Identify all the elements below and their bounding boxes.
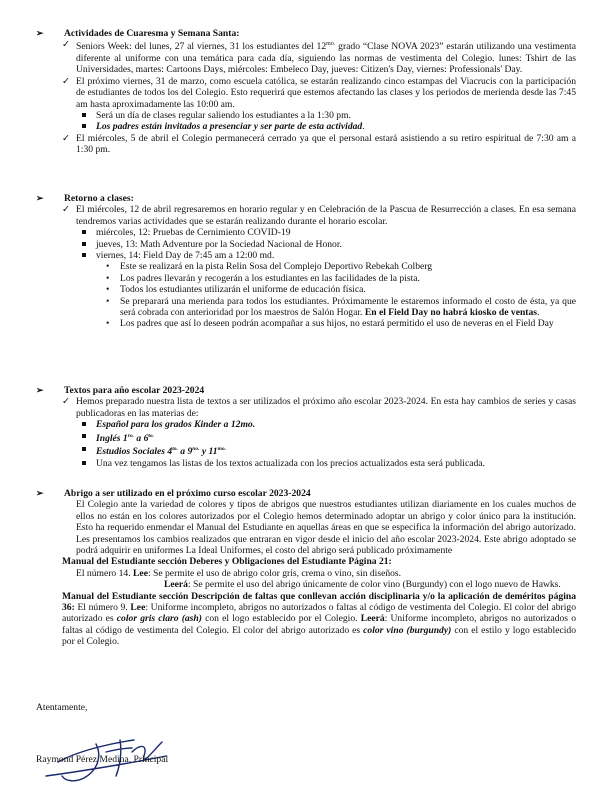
coat-section xyxy=(36,488,576,648)
check-icon: ✓ xyxy=(62,204,71,216)
seniors-week-item: ✓ Seniors Week: del lunes, 27 al viernes, 31 los estudiantes del $12^{mo.}$ grado “Clase NOVA 2023” estarán utilizando una vestimenta diferente al uniforme con una temática para cada día, siguiendo las normas de vestimenta del Colegio. lunes: Tshirt de las Universidades, martes: Cartoons Days, miércoles: Embeleco Day, jueves: Citizen's Day, viernes: Professionals' Day. xyxy=(62,39,576,76)
field-day-bullet: • Todos los estudiantes utilizarán el uniforme de educación física. xyxy=(106,284,366,296)
square-bullet-icon xyxy=(82,230,86,234)
subject-social-studies: Estudios Sociales $4^{to.}$ a $9^{no.}$ y $11^{mo.}$ xyxy=(36,444,576,458)
field-day-bullet: • Se preparará una merienda para todos los estudiantes. Próximamente le estaremos informado el costo de ésta, ya que será cobrada con anterioridad por los maestros de Salón Hogar. En el Field Day no habrá kiosko de ventas. xyxy=(106,295,576,319)
subject-spanish: Español para los grados Kinder a 12mo. xyxy=(36,419,576,430)
field-day-bullet: • Los padres llevarán y recogerán a los estudiantes en las facilidades de la pista. xyxy=(106,272,420,284)
check-icon: ✓ xyxy=(62,396,71,408)
square-bullet-icon xyxy=(82,113,86,117)
return-heading: ➢ Retorno a clases: xyxy=(36,193,134,204)
dot-bullet-icon: • xyxy=(106,272,110,284)
coat-heading: ➢ Abrigo a ser utilizado en el próximo curso escolar 2023-2024 xyxy=(36,488,311,499)
texts-note: Una vez tengamos las listas de los textos actualizada con los precios actualizados esta será publicada. xyxy=(36,458,576,469)
coat-body: El Colegio ante la variedad de colores y tipos de abrigos que nuestros estudiantes utilizan diariamente en los cuales muchos de ellos no están en los colores autorizados por el Colegio hemos determinado adoptar un abrigo y color único para la institución. Esto ha requerido enmendar el Manual del Estudiante en aquellas áreas en que se especifica la información del abrigo autorizado. Les presentamos los cambios realizados que entraran en vigor desde el inicio del año escolar 2023-2024. Este abrigo adoptado se podrá adquirir en uniformes La Ideal Uniformes, el costo del abrigo será publicado próximamente xyxy=(76,499,576,557)
manual-21-lee: El número 14. Lee: Se permite el uso de abrigo color gris, crema o vino, sin diseños. xyxy=(76,567,402,579)
salutation: Atentamente, xyxy=(36,702,88,713)
texts-intro: ✓ Hemos preparado nuestra lista de textos a ser utilizados el próximo año escolar 2023-2024. En esta hay cambios de series y casas publicadoras en las materias de: xyxy=(62,396,576,419)
return-section xyxy=(36,193,576,330)
square-bullet-icon xyxy=(82,242,86,246)
parents-invited-item: Los padres están invitados a presenciar y ser parte de esta actividad. xyxy=(36,121,576,132)
check-icon: ✓ xyxy=(62,39,71,51)
check-icon: ✓ xyxy=(62,132,71,144)
texts-heading: ➢ Textos para año escolar 2023-2024 xyxy=(36,385,205,396)
regular-day-item: Será un día de clases regular saliendo los estudiantes a la 1:30 pm. xyxy=(36,110,576,121)
arrow-bullet-icon: ➢ xyxy=(36,193,44,203)
dot-bullet-icon: • xyxy=(106,295,110,307)
arrow-bullet-icon: ➢ xyxy=(36,488,44,498)
field-day-bullet: • Los padres que así lo deseen podrán acompañar a sus hijos, no estará permitido el uso de neveras en el Field Day xyxy=(106,318,554,330)
wednesday-item: miércoles, 12: Pruebas de Cernimiento COVID-19 xyxy=(36,227,576,238)
square-bullet-icon xyxy=(82,422,86,426)
manual-21-title: Manual del Estudiante sección Deberes y Obligaciones del Estudiante Página 21: xyxy=(62,556,392,568)
dot-bullet-icon: • xyxy=(106,318,110,330)
school-closed-item: ✓ El miércoles, 5 de abril el Colegio permanecerá cerrado ya que el personal estará asistiendo a su retiro espiritual de 7:30 am a 1:30 pm. xyxy=(62,132,576,156)
friday-item: viernes, 14: Field Day de 7:45 am a 12:00 md. xyxy=(36,250,576,261)
square-bullet-icon xyxy=(82,434,86,438)
arrow-bullet-icon: ➢ xyxy=(36,385,44,395)
manual-21-leera: Leerá: Se permite el uso del abrigo únicamente de color vino (Burgundy) con el logo nuevo de Hawks. xyxy=(164,579,561,591)
square-bullet-icon xyxy=(82,253,86,257)
manual-36-block: Manual del Estudiante sección Descripción de faltas que conllevan acción disciplinaria y/o la aplicación de deméritos página 36: El número 9. Lee: Uniforme incompleto, abrigos no autorizados o faltas al código de vestimenta del Colegio. El color del abrigo autorizado es color gris claro (ash) con el logo establecido por el Colegio. Leerá: Uniforme incompleto, abrigos no autorizados o faltas al código de vestimenta del Colegio. El color del abrigo autorizado es color vino (burgundy) con el estilo y logo establecido por el Colegio. xyxy=(62,590,577,648)
square-bullet-icon xyxy=(82,124,86,128)
return-intro: ✓ El miércoles, 12 de abril regresaremos en horario regular y en Celebración de la Pascua de Resurrección a clases. En esa semana tendremos varias actividades que se estarán realizando durante el horario escolar. xyxy=(62,204,576,227)
thursday-item: jueves, 13: Math Adventure por la Sociedad Nacional de Honor. xyxy=(36,239,576,250)
check-icon: ✓ xyxy=(62,75,71,87)
dot-bullet-icon: • xyxy=(106,261,110,273)
square-bullet-icon xyxy=(82,447,86,451)
field-day-bullet: • Este se realizará en la pista Relin Sosa del Complejo Deportivo Rebekah Colberg xyxy=(106,261,433,273)
lent-section xyxy=(36,28,576,156)
viacrucis-item: ✓ El próximo viernes, 31 de marzo, como escuela católica, se estarán realizando cinco estampas del Viacrucis con la participación de estudiantes de todos los del Colegio. Esto requerirá que estemos afectando las clases y los periodos de merienda desde las 7:45 am hasta aproximadamente las 10:00 am. xyxy=(62,75,576,110)
dot-bullet-icon: • xyxy=(106,284,110,296)
square-bullet-icon xyxy=(82,461,86,465)
texts-section xyxy=(36,385,576,469)
signer-name: Raymond Pérez Medina, Principal xyxy=(36,754,169,765)
lent-heading: ➢ Actividades de Cuaresma y Semana Santa: xyxy=(36,28,240,39)
subject-english: Inglés $1^{ro.}$ a $6^{to.}$ xyxy=(36,431,576,445)
arrow-bullet-icon: ➢ xyxy=(36,28,44,38)
